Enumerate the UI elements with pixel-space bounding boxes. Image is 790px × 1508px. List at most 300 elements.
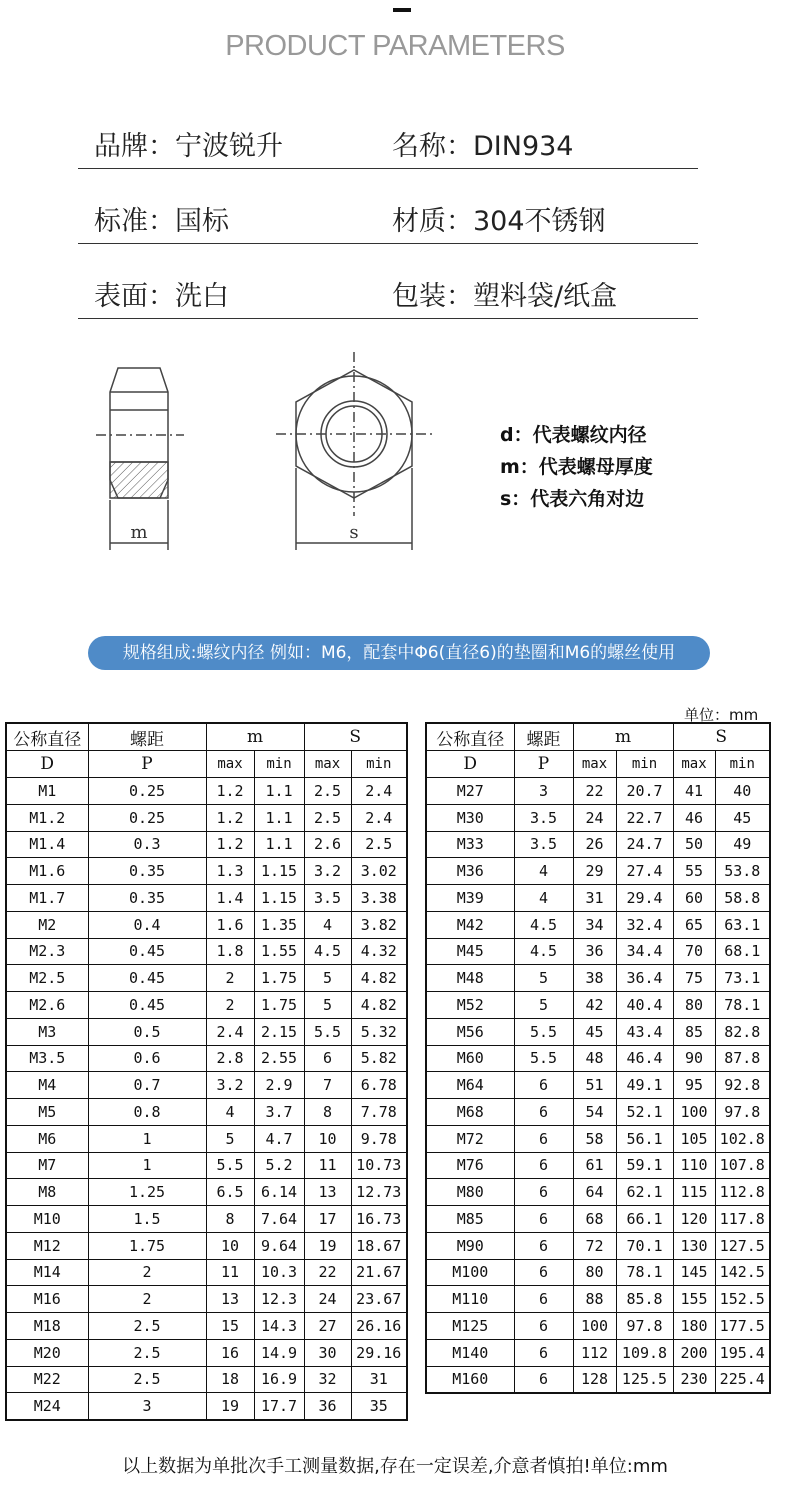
cell-m-max: 80 [573, 1259, 616, 1286]
cell-s-min: 177.5 [715, 1313, 770, 1340]
cell-s-max: 95 [673, 1072, 715, 1099]
cell-m-max: 1.2 [206, 778, 254, 805]
cell-s-max: 105 [673, 1125, 715, 1152]
cell-m-max: 1.2 [206, 804, 254, 831]
cell-s-min: 16.73 [351, 1206, 407, 1233]
cell-m-max: 68 [573, 1206, 616, 1233]
cell-m-max: 61 [573, 1152, 616, 1179]
cell-s-max: 120 [673, 1206, 715, 1233]
cell-m-min: 4.7 [254, 1125, 304, 1152]
cell-s-max: 24 [304, 1286, 351, 1313]
cell-m-min: 14.3 [254, 1313, 304, 1340]
cell-diameter: M8 [6, 1179, 88, 1206]
cell-pitch: 0.45 [88, 965, 206, 992]
cell-m-min: 17.7 [254, 1393, 304, 1420]
cell-m-max: 58 [573, 1125, 616, 1152]
cell-s-max: 70 [673, 938, 715, 965]
header-m: m [206, 723, 304, 751]
cell-m-max: 11 [206, 1259, 254, 1286]
cell-s-min: 4.82 [351, 992, 407, 1019]
table-row [426, 1018, 770, 1045]
label-m: m [130, 522, 148, 543]
cell-diameter: M2 [6, 911, 88, 938]
cell-s-min: 97.8 [715, 1099, 770, 1126]
cell-pitch: 3 [88, 1393, 206, 1420]
cell-diameter: M48 [426, 965, 514, 992]
cell-m-max: 2 [206, 965, 254, 992]
cell-s-max: 2.5 [304, 804, 351, 831]
header-m: m [573, 723, 673, 751]
cell-s-min: 82.8 [715, 1018, 770, 1045]
cell-s-min: 225.4 [715, 1366, 770, 1393]
header-min: min [351, 751, 407, 778]
cell-pitch: 6 [514, 1259, 573, 1286]
cell-m-max: 31 [573, 885, 616, 912]
param-material: 材质：304不锈钢 [392, 206, 606, 237]
header-min: min [254, 751, 304, 778]
cell-s-max: 55 [673, 858, 715, 885]
cell-s-max: 180 [673, 1313, 715, 1340]
table-row [6, 831, 407, 858]
cell-m-min: 2.55 [254, 1045, 304, 1072]
cell-pitch: 0.7 [88, 1072, 206, 1099]
cell-s-max: 46 [673, 804, 715, 831]
cell-diameter: M52 [426, 992, 514, 1019]
cell-diameter: M14 [6, 1259, 88, 1286]
cell-pitch: 0.8 [88, 1099, 206, 1126]
cell-m-max: 1.2 [206, 831, 254, 858]
cell-s-max: 11 [304, 1152, 351, 1179]
cell-s-min: 9.78 [351, 1125, 407, 1152]
header-d-cn: 公称直径 [426, 723, 514, 751]
cell-m-max: 42 [573, 992, 616, 1019]
cell-s-min: 10.73 [351, 1152, 407, 1179]
cell-s-min: 3.02 [351, 858, 407, 885]
cell-m-min: 10.3 [254, 1259, 304, 1286]
cell-diameter: M56 [426, 1018, 514, 1045]
cell-m-min: 6.14 [254, 1179, 304, 1206]
cell-m-min: 16.9 [254, 1366, 304, 1393]
cell-m-max: 19 [206, 1393, 254, 1420]
cell-s-min: 107.8 [715, 1152, 770, 1179]
cell-m-min: 43.4 [616, 1018, 673, 1045]
cell-m-max: 8 [206, 1206, 254, 1233]
cell-s-min: 5.82 [351, 1045, 407, 1072]
header-d: D [426, 751, 514, 778]
cell-m-min: 24.7 [616, 831, 673, 858]
cell-s-min: 29.16 [351, 1339, 407, 1366]
cell-m-min: 1.75 [254, 992, 304, 1019]
cell-pitch: 3.5 [514, 831, 573, 858]
table-row [426, 804, 770, 831]
cell-diameter: M140 [426, 1339, 514, 1366]
cell-m-min: 1.55 [254, 938, 304, 965]
table-row [426, 1206, 770, 1233]
cell-pitch: 6 [514, 1286, 573, 1313]
cell-pitch: 6 [514, 1152, 573, 1179]
table-row [426, 938, 770, 965]
cell-s-max: 13 [304, 1179, 351, 1206]
cell-diameter: M22 [6, 1366, 88, 1393]
cell-m-max: 64 [573, 1179, 616, 1206]
cell-m-max: 112 [573, 1339, 616, 1366]
cell-pitch: 6 [514, 1339, 573, 1366]
cell-s-min: 5.32 [351, 1018, 407, 1045]
param-row-1 [78, 98, 698, 169]
table-row [6, 911, 407, 938]
cell-m-max: 6.5 [206, 1179, 254, 1206]
cell-m-min: 1.15 [254, 885, 304, 912]
cell-diameter: M60 [426, 1045, 514, 1072]
table-row [6, 1125, 407, 1152]
param-row-2 [78, 173, 698, 244]
header-max: max [573, 751, 616, 778]
cell-diameter: M85 [426, 1206, 514, 1233]
cell-diameter: M64 [426, 1072, 514, 1099]
cell-m-min: 40.4 [616, 992, 673, 1019]
table-row [426, 1045, 770, 1072]
cell-m-max: 5.5 [206, 1152, 254, 1179]
param-name: 名称：DIN934 [392, 131, 574, 162]
cell-diameter: M68 [426, 1099, 514, 1126]
cell-diameter: M7 [6, 1152, 88, 1179]
table-row [426, 1313, 770, 1340]
cell-m-max: 2 [206, 992, 254, 1019]
cell-m-min: 2.15 [254, 1018, 304, 1045]
cell-pitch: 0.3 [88, 831, 206, 858]
cell-s-min: 2.4 [351, 778, 407, 805]
cell-pitch: 5 [514, 992, 573, 1019]
cell-s-max: 145 [673, 1259, 715, 1286]
header-p: P [88, 751, 206, 778]
cell-m-max: 1.3 [206, 858, 254, 885]
cell-s-max: 5.5 [304, 1018, 351, 1045]
cell-pitch: 3.5 [514, 804, 573, 831]
cell-diameter: M3.5 [6, 1045, 88, 1072]
cell-s-min: 6.78 [351, 1072, 407, 1099]
cell-m-min: 70.1 [616, 1232, 673, 1259]
cell-m-max: 128 [573, 1366, 616, 1393]
cell-s-min: 73.1 [715, 965, 770, 992]
cell-s-min: 102.8 [715, 1125, 770, 1152]
cell-s-max: 115 [673, 1179, 715, 1206]
cell-diameter: M160 [426, 1366, 514, 1393]
cell-m-min: 62.1 [616, 1179, 673, 1206]
header-max: max [206, 751, 254, 778]
cell-m-max: 1.8 [206, 938, 254, 965]
legend-m: m：代表螺母厚度 [500, 456, 653, 478]
cell-pitch: 6 [514, 1125, 573, 1152]
table-row [6, 1152, 407, 1179]
cell-pitch: 1.5 [88, 1206, 206, 1233]
cell-pitch: 0.35 [88, 858, 206, 885]
table-row [6, 1045, 407, 1072]
cell-m-min: 5.2 [254, 1152, 304, 1179]
cell-s-max: 80 [673, 992, 715, 1019]
cell-pitch: 1 [88, 1125, 206, 1152]
table-row [6, 1339, 407, 1366]
cell-s-min: 7.78 [351, 1099, 407, 1126]
cell-s-max: 50 [673, 831, 715, 858]
cell-m-min: 78.1 [616, 1259, 673, 1286]
cell-m-max: 36 [573, 938, 616, 965]
cell-diameter: M1.6 [6, 858, 88, 885]
table-row [6, 1099, 407, 1126]
cell-m-max: 29 [573, 858, 616, 885]
cell-diameter: M39 [426, 885, 514, 912]
cell-s-min: 21.67 [351, 1259, 407, 1286]
spec-table-left [5, 722, 408, 1421]
cell-s-min: 53.8 [715, 858, 770, 885]
legend-s: s：代表六角对边 [500, 488, 645, 510]
cell-s-max: 22 [304, 1259, 351, 1286]
cell-pitch: 4.5 [514, 938, 573, 965]
cell-s-min: 18.67 [351, 1232, 407, 1259]
page-title: PRODUCT PARAMETERS [225, 30, 565, 62]
cell-m-max: 13 [206, 1286, 254, 1313]
table-row [6, 992, 407, 1019]
cell-pitch: 2.5 [88, 1339, 206, 1366]
cell-s-min: 68.1 [715, 938, 770, 965]
param-standard: 标准：国标 [94, 206, 229, 237]
cell-s-min: 92.8 [715, 1072, 770, 1099]
cell-diameter: M6 [6, 1125, 88, 1152]
cell-m-max: 34 [573, 911, 616, 938]
cell-m-max: 45 [573, 1018, 616, 1045]
top-accent-bar [393, 8, 411, 12]
cell-s-min: 127.5 [715, 1232, 770, 1259]
cell-s-max: 2.5 [304, 778, 351, 805]
cell-m-max: 1.4 [206, 885, 254, 912]
cell-pitch: 2.5 [88, 1313, 206, 1340]
front-view [276, 352, 432, 550]
cell-s-min: 31 [351, 1366, 407, 1393]
cell-diameter: M1.2 [6, 804, 88, 831]
table-row [426, 1099, 770, 1126]
table-row [426, 858, 770, 885]
cell-pitch: 5.5 [514, 1045, 573, 1072]
cell-m-min: 109.8 [616, 1339, 673, 1366]
header-max: max [304, 751, 351, 778]
cell-diameter: M2.3 [6, 938, 88, 965]
cell-s-max: 36 [304, 1393, 351, 1420]
cell-pitch: 2 [88, 1259, 206, 1286]
header-d-cn: 公称直径 [6, 723, 88, 751]
cell-s-max: 27 [304, 1313, 351, 1340]
cell-s-min: 112.8 [715, 1179, 770, 1206]
table-row [6, 1018, 407, 1045]
cell-s-min: 87.8 [715, 1045, 770, 1072]
cell-pitch: 5.5 [514, 1018, 573, 1045]
cell-diameter: M1 [6, 778, 88, 805]
cell-s-max: 10 [304, 1125, 351, 1152]
table-row [426, 1152, 770, 1179]
cell-diameter: M80 [426, 1179, 514, 1206]
cell-pitch: 6 [514, 1206, 573, 1233]
table-row [6, 1286, 407, 1313]
header-min: min [616, 751, 673, 778]
table-row [426, 1366, 770, 1393]
cell-m-min: 27.4 [616, 858, 673, 885]
cell-m-min: 12.3 [254, 1286, 304, 1313]
cell-pitch: 5 [514, 965, 573, 992]
cell-m-min: 32.4 [616, 911, 673, 938]
cell-s-max: 2.6 [304, 831, 351, 858]
cell-s-max: 17 [304, 1206, 351, 1233]
cell-pitch: 0.45 [88, 938, 206, 965]
cell-m-max: 5 [206, 1125, 254, 1152]
cell-m-min: 49.1 [616, 1072, 673, 1099]
cell-m-min: 2.9 [254, 1072, 304, 1099]
cell-m-min: 56.1 [616, 1125, 673, 1152]
table-row [426, 1179, 770, 1206]
cell-s-max: 90 [673, 1045, 715, 1072]
unit-label: 单位：mm [684, 706, 759, 724]
table-row [6, 1206, 407, 1233]
cell-m-max: 4 [206, 1099, 254, 1126]
table-row [426, 1072, 770, 1099]
cell-pitch: 6 [514, 1179, 573, 1206]
cell-m-min: 59.1 [616, 1152, 673, 1179]
cell-s-max: 30 [304, 1339, 351, 1366]
cell-s-min: 3.82 [351, 911, 407, 938]
cell-diameter: M3 [6, 1018, 88, 1045]
header-p: P [514, 751, 573, 778]
table-row [426, 1339, 770, 1366]
cell-m-min: 97.8 [616, 1313, 673, 1340]
param-brand: 品牌：宁波锐升 [94, 131, 283, 162]
cell-m-max: 48 [573, 1045, 616, 1072]
cell-s-min: 40 [715, 778, 770, 805]
table-row [426, 1286, 770, 1313]
cell-s-max: 60 [673, 885, 715, 912]
cell-m-max: 51 [573, 1072, 616, 1099]
cell-m-min: 66.1 [616, 1206, 673, 1233]
header-min: min [715, 751, 770, 778]
cell-s-max: 200 [673, 1339, 715, 1366]
table-row [426, 1259, 770, 1286]
param-package: 包装：塑料袋/纸盒 [392, 281, 618, 312]
cell-pitch: 4.5 [514, 911, 573, 938]
cell-s-min: 195.4 [715, 1339, 770, 1366]
table-row [6, 858, 407, 885]
cell-pitch: 0.35 [88, 885, 206, 912]
cell-s-max: 75 [673, 965, 715, 992]
cell-pitch: 0.25 [88, 778, 206, 805]
label-s: s [349, 522, 359, 543]
cell-s-min: 26.16 [351, 1313, 407, 1340]
cell-s-min: 63.1 [715, 911, 770, 938]
table-row [6, 885, 407, 912]
cell-m-max: 3.2 [206, 1072, 254, 1099]
cell-s-max: 110 [673, 1152, 715, 1179]
cell-m-min: 85.8 [616, 1286, 673, 1313]
table-row [6, 938, 407, 965]
cell-diameter: M1.4 [6, 831, 88, 858]
cell-diameter: M27 [426, 778, 514, 805]
table-row [426, 911, 770, 938]
cell-s-max: 7 [304, 1072, 351, 1099]
cell-diameter: M20 [6, 1339, 88, 1366]
cell-s-min: 4.82 [351, 965, 407, 992]
cell-m-min: 9.64 [254, 1232, 304, 1259]
cell-m-max: 15 [206, 1313, 254, 1340]
table-row [6, 1393, 407, 1420]
cell-diameter: M45 [426, 938, 514, 965]
cell-diameter: M2.6 [6, 992, 88, 1019]
cell-m-min: 7.64 [254, 1206, 304, 1233]
table-row [6, 965, 407, 992]
cell-s-max: 5 [304, 965, 351, 992]
cell-s-max: 4 [304, 911, 351, 938]
cell-m-min: 125.5 [616, 1366, 673, 1393]
cell-s-min: 45 [715, 804, 770, 831]
cell-m-min: 1.1 [254, 804, 304, 831]
cell-pitch: 0.45 [88, 992, 206, 1019]
cell-s-min: 142.5 [715, 1259, 770, 1286]
cell-s-min: 58.8 [715, 885, 770, 912]
header-p-cn: 螺距 [514, 723, 573, 751]
cell-m-min: 1.15 [254, 858, 304, 885]
cell-m-max: 18 [206, 1366, 254, 1393]
cell-diameter: M33 [426, 831, 514, 858]
cell-s-max: 230 [673, 1366, 715, 1393]
cell-pitch: 0.4 [88, 911, 206, 938]
legend-d: d：代表螺纹内径 [500, 424, 647, 446]
cell-diameter: M1.7 [6, 885, 88, 912]
header-p-cn: 螺距 [88, 723, 206, 751]
table-row [426, 965, 770, 992]
table-row [426, 885, 770, 912]
param-row-3 [78, 248, 698, 319]
cell-m-min: 1.35 [254, 911, 304, 938]
table-row [6, 1232, 407, 1259]
cell-pitch: 2 [88, 1286, 206, 1313]
table-row [426, 992, 770, 1019]
cell-pitch: 0.6 [88, 1045, 206, 1072]
cell-s-max: 19 [304, 1232, 351, 1259]
cell-m-min: 22.7 [616, 804, 673, 831]
cell-s-min: 2.4 [351, 804, 407, 831]
header-s: S [304, 723, 407, 751]
cell-s-max: 5 [304, 992, 351, 1019]
cell-s-min: 49 [715, 831, 770, 858]
cell-pitch: 0.25 [88, 804, 206, 831]
cell-diameter: M30 [426, 804, 514, 831]
header-max: max [673, 751, 715, 778]
cell-pitch: 6 [514, 1313, 573, 1340]
table-header-row [426, 723, 770, 751]
cell-m-min: 1.75 [254, 965, 304, 992]
cell-m-min: 1.1 [254, 778, 304, 805]
cell-pitch: 4 [514, 858, 573, 885]
header-s: S [673, 723, 770, 751]
cell-s-min: 3.38 [351, 885, 407, 912]
cell-s-min: 152.5 [715, 1286, 770, 1313]
cell-diameter: M72 [426, 1125, 514, 1152]
cell-diameter: M42 [426, 911, 514, 938]
cell-pitch: 0.5 [88, 1018, 206, 1045]
cell-m-max: 38 [573, 965, 616, 992]
cell-diameter: M125 [426, 1313, 514, 1340]
cell-diameter: M24 [6, 1393, 88, 1420]
cell-s-max: 3.5 [304, 885, 351, 912]
cell-diameter: M100 [426, 1259, 514, 1286]
table-row [6, 1313, 407, 1340]
table-header-row [6, 723, 407, 751]
cell-diameter: M36 [426, 858, 514, 885]
hex-nut-drawing [0, 340, 790, 570]
